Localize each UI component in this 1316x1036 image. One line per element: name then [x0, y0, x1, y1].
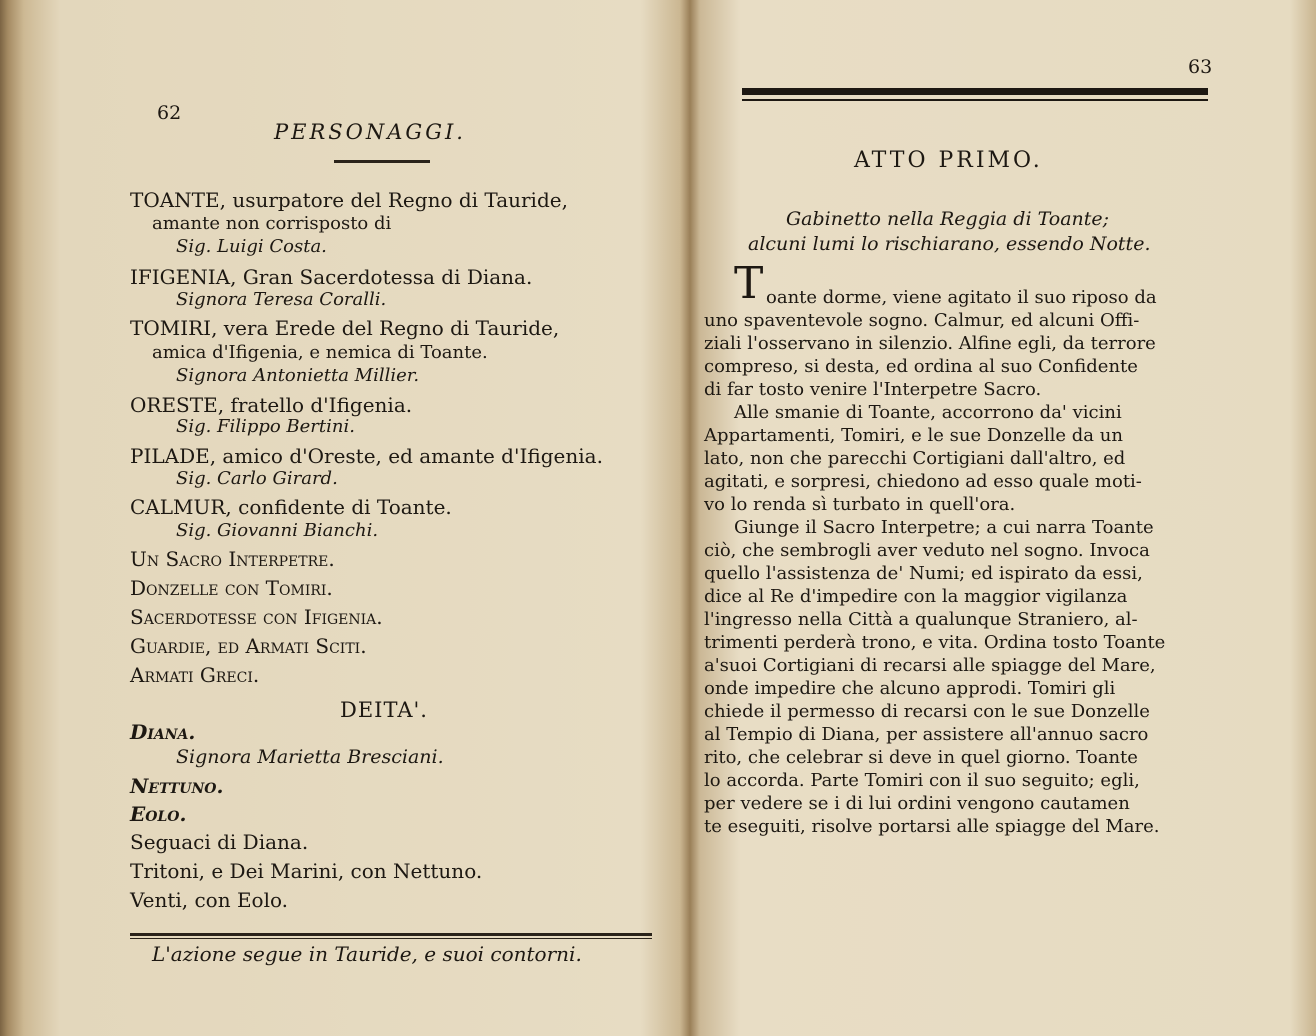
cast-member: Sig. Giovanni Bianchi. [176, 520, 379, 541]
character-description: amante non corrisposto di [152, 213, 392, 234]
header-rule-thick [742, 88, 1208, 95]
extra-role: Guardie, ed Armati Sciti. [130, 634, 367, 658]
character-line: CALMUR, confidente di Toante. [130, 495, 452, 519]
prose-line: dice al Re d'impedire con la maggior vigilanza [704, 586, 1128, 607]
prose-line: chiede il permesso di recarsi con le sue Donzelle [704, 701, 1150, 722]
header-rule-thin [742, 99, 1208, 101]
act-heading: ATTO PRIMO. [854, 148, 1043, 173]
prose-line: Appartamenti, Tomiri, e le sue Donzelle da un [704, 425, 1123, 446]
prose-line: a'suoi Cortigiani di recarsi alle spiagge del Mare, [704, 655, 1156, 676]
prose-line: al Tempio di Diana, per assistere all'annuo sacro [704, 724, 1149, 745]
prose-line: lo accorda. Parte Tomiri con il suo seguito; egli, [704, 770, 1140, 791]
prose-line: te eseguiti, risolve portarsi alle spiagge del Mare. [704, 816, 1160, 837]
page-number-right: 63 [1188, 56, 1213, 78]
character-line: ORESTE, fratello d'Ifigenia. [130, 393, 413, 417]
prose-line: vo lo renda sì turbato in quell'ora. [704, 494, 1016, 515]
title-rule [334, 160, 430, 163]
follower-line: Venti, con Eolo. [130, 888, 289, 912]
cast-member: Sig. Luigi Costa. [176, 236, 327, 257]
prose-line: oante dorme, viene agitato il suo riposo da [766, 287, 1157, 308]
page-title: PERSONAGGI. [274, 120, 466, 144]
deity-name: Nettuno. [130, 774, 224, 798]
extra-role: Donzelle con Tomiri. [130, 576, 333, 600]
prose-line: di far tosto venire l'Interpetre Sacro. [704, 379, 1042, 400]
prose-line: uno spaventevole sogno. Calmur, ed alcuni Offi- [704, 310, 1140, 331]
character-line: IFIGENIA, Gran Sacerdotessa di Diana. [130, 265, 533, 289]
deity-name: Diana. [130, 720, 196, 744]
prose-line: ciò, che sembrogli aver veduto nel sogno. Invoca [704, 540, 1150, 561]
drop-cap: T [734, 258, 764, 309]
deities-heading: DEITA'. [340, 698, 428, 722]
prose-line: onde impedire che alcuno approdi. Tomiri gli [704, 678, 1116, 699]
prose-line: agitati, e sorpresi, chiedono ad esso quale moti- [704, 471, 1142, 492]
prose-line: l'ingresso nella Città a qualunque Straniero, al- [704, 609, 1138, 630]
extra-role: Armati Greci. [130, 663, 260, 687]
prose-line: lato, non che parecchi Cortigiani dall'altro, ed [704, 448, 1126, 469]
cast-member: Sig. Filippo Bertini. [176, 416, 355, 437]
prose-line: trimenti perderà trono, e vita. Ordina tosto Toante [704, 632, 1166, 653]
cast-member: Sig. Carlo Girard. [176, 468, 338, 489]
deity-name: Eolo. [130, 802, 187, 826]
right-page [690, 0, 1316, 1036]
footer-rule-thin [130, 938, 652, 939]
scene-description: Gabinetto nella Reggia di Toante; [786, 208, 1110, 230]
cast-member: Signora Antonietta Millier. [176, 365, 420, 386]
setting-note: L'azione segue in Tauride, e suoi contorni. [152, 942, 582, 966]
prose-line: compreso, si desta, ed ordina al suo Confidente [704, 356, 1138, 377]
cast-member: Signora Teresa Coralli. [176, 289, 387, 310]
cast-member: Signora Marietta Bresciani. [176, 746, 444, 768]
character-line: TOANTE, usurpatore del Regno di Tauride, [130, 188, 568, 212]
prose-line: quello l'assistenza de' Numi; ed ispirato da essi, [704, 563, 1143, 584]
character-line: TOMIRI, vera Erede del Regno di Tauride, [130, 316, 560, 340]
prose-line: Alle smanie di Toante, accorrono da' vicini [734, 402, 1122, 423]
follower-line: Tritoni, e Dei Marini, con Nettuno. [130, 859, 483, 883]
scene-description: alcuni lumi lo rischiarano, essendo Notte. [748, 233, 1151, 255]
page-number-left: 62 [157, 102, 182, 124]
prose-line: Giunge il Sacro Interpetre; a cui narra Toante [734, 517, 1154, 538]
extra-role: Sacerdotesse con Ifigenia. [130, 605, 383, 629]
follower-line: Seguaci di Diana. [130, 830, 309, 854]
prose-line: per vedere se i di lui ordini vengono cautamen [704, 793, 1130, 814]
footer-rule [130, 933, 652, 936]
prose-line: rito, che celebrar si deve in quel giorno. Toante [704, 747, 1138, 768]
character-line: PILADE, amico d'Oreste, ed amante d'Ifigenia. [130, 444, 603, 468]
prose-line: ziali l'osservano in silenzio. Alfine egli, da terrore [704, 333, 1156, 354]
extra-role: Un Sacro Interpetre. [130, 547, 335, 571]
character-description: amica d'Ifigenia, e nemica di Toante. [152, 342, 488, 363]
